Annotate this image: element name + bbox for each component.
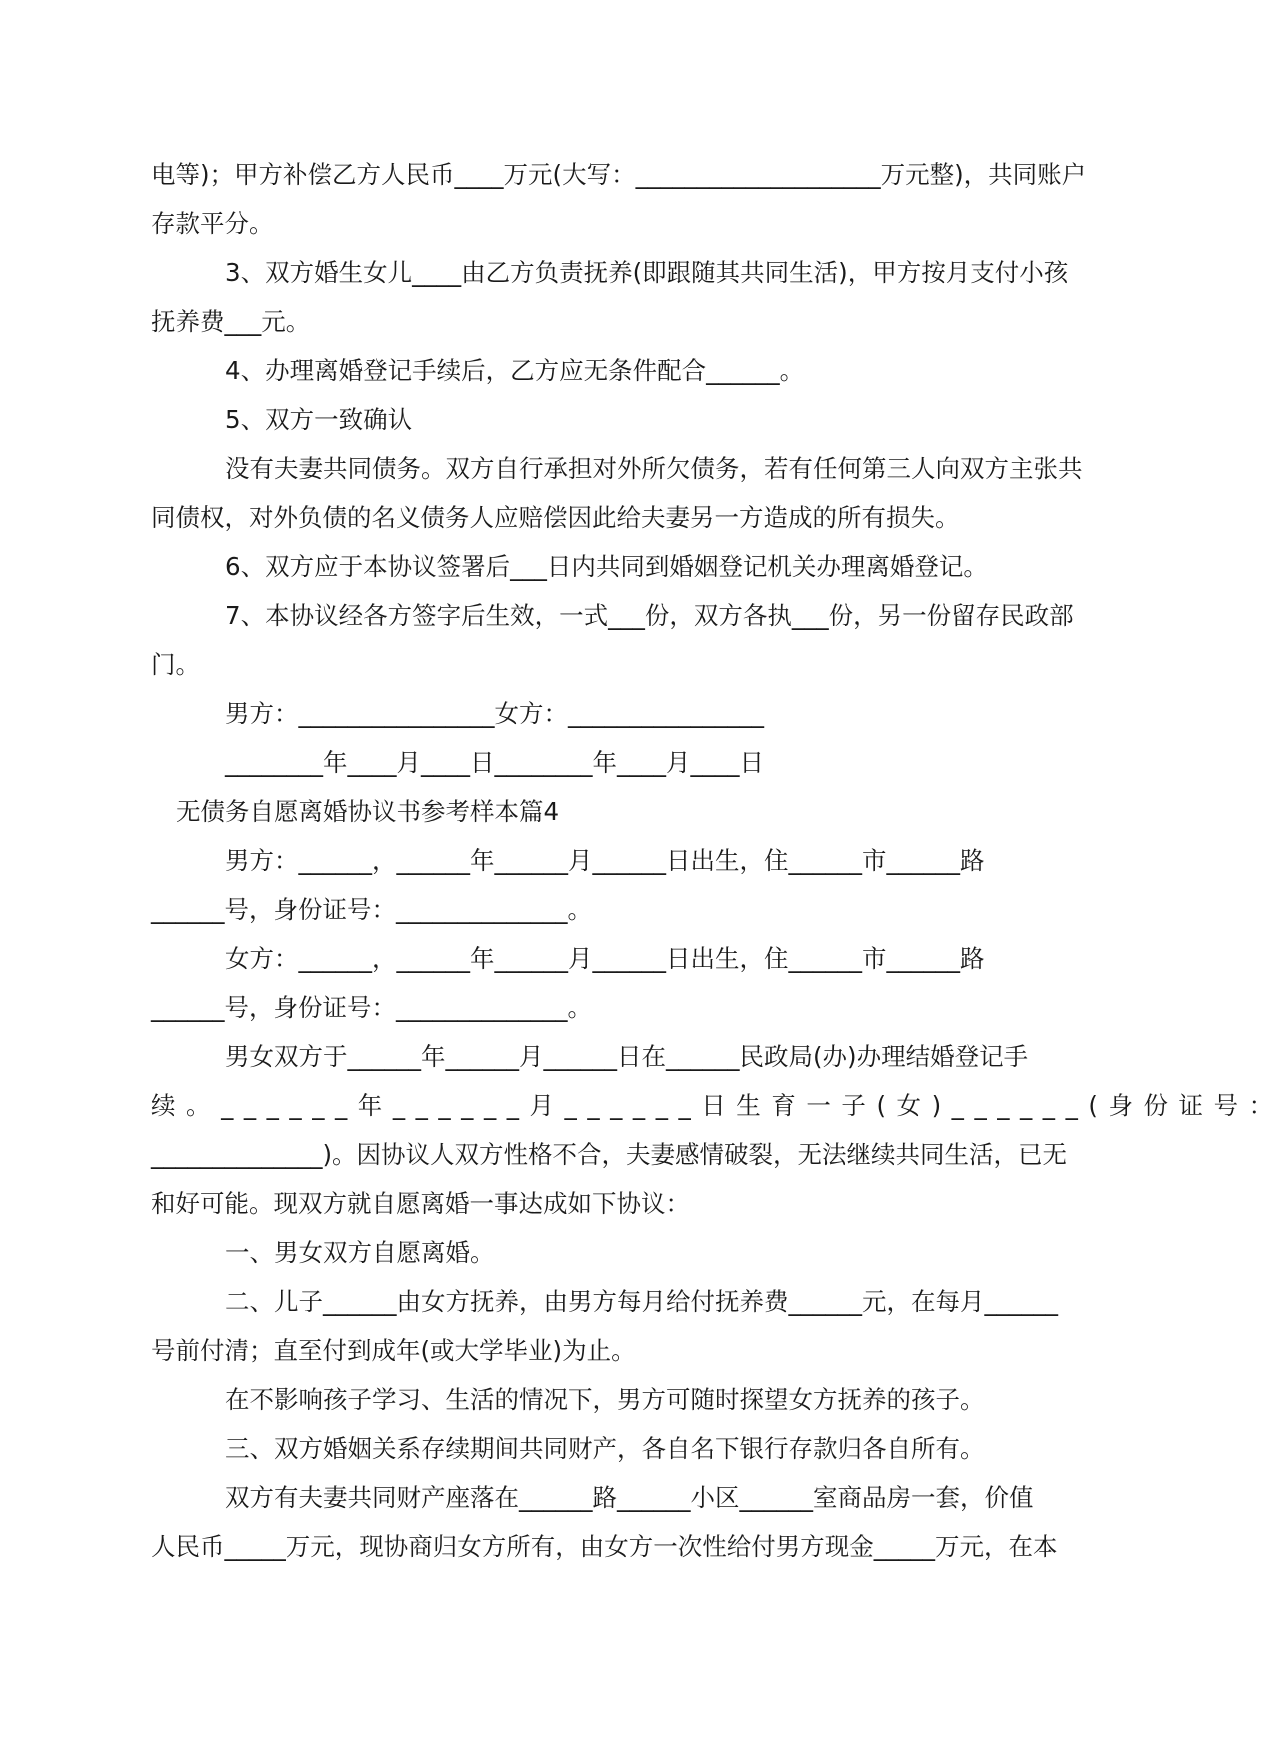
- text-line: 男方：______，______年______月______日出生，住______市______路: [225, 846, 985, 875]
- text-line: 3、双方婚生女儿____由乙方负责抚养(即跟随其共同生活)，甲方按月支付小孩: [225, 258, 1069, 287]
- text-line: 4、办理离婚登记手续后，乙方应无条件配合______。: [225, 356, 805, 385]
- text-line: 三、双方婚姻关系存续期间共同财产，各自名下银行存款归各自所有。: [225, 1434, 985, 1463]
- text-line: 电等)；甲方补偿乙方人民币____万元(大写：____________________万元整)，共同账户: [151, 160, 1087, 189]
- text-line: 6、双方应于本协议签署后___日内共同到婚姻登记机关办理离婚登记。: [225, 552, 988, 581]
- text-line: ______号，身份证号：______________。: [151, 895, 592, 924]
- document-body: [151, 150, 1284, 1571]
- text-line: 一、男女双方自愿离婚。: [225, 1238, 495, 1267]
- text-line: 人民币_____万元，现协商归女方所有，由女方一次性给付男方现金_____万元，在本: [151, 1532, 1058, 1561]
- text-line: 女方：______，______年______月______日出生，住______市______路: [225, 944, 985, 973]
- section-title: 无债务自愿离婚协议书参考样本篇4: [176, 797, 560, 826]
- text-line: ______________)。因协议人双方性格不合，夫妻感情破裂，无法继续共同生活，已无: [151, 1140, 1068, 1169]
- text-line: 存款平分。: [151, 209, 274, 238]
- date-line: ________年____月____日________年____月____日: [225, 748, 764, 777]
- text-line: ______号，身份证号：______________。: [151, 993, 592, 1022]
- text-line: 没有夫妻共同债务。双方自行承担对外所欠债务，若有任何第三人向双方主张共: [225, 454, 1083, 483]
- text-line: 二、儿子______由女方抚养，由男方每月给付抚养费______元，在每月______: [225, 1287, 1058, 1316]
- text-line: 续。______年______月______日生育一子(女)______(身份证号：: [151, 1091, 1284, 1120]
- text-line: 和好可能。现双方就自愿离婚一事达成如下协议：: [151, 1189, 690, 1218]
- text-line: 门。: [151, 650, 200, 679]
- text-line: 7、本协议经各方签字后生效，一式___份，双方各执___份，另一份留存民政部: [225, 601, 1074, 630]
- text-line: 抚养费___元。: [151, 307, 311, 336]
- text-line: 在不影响孩子学习、生活的情况下，男方可随时探望女方抚养的孩子。: [225, 1385, 985, 1414]
- text-line: 同债权，对外负债的名义债务人应赔偿因此给夫妻另一方造成的所有损失。: [151, 503, 960, 532]
- text-line: 双方有夫妻共同财产座落在______路______小区______室商品房一套，价值: [225, 1483, 1034, 1512]
- text-line: 男女双方于______年______月______日在______民政局(办)办理结婚登记手: [225, 1042, 1029, 1071]
- text-line: 5、双方一致确认: [225, 405, 413, 434]
- text-line: 号前付清；直至付到成年(或大学毕业)为止。: [151, 1336, 636, 1365]
- signature-line: 男方：________________女方：________________: [225, 699, 764, 728]
